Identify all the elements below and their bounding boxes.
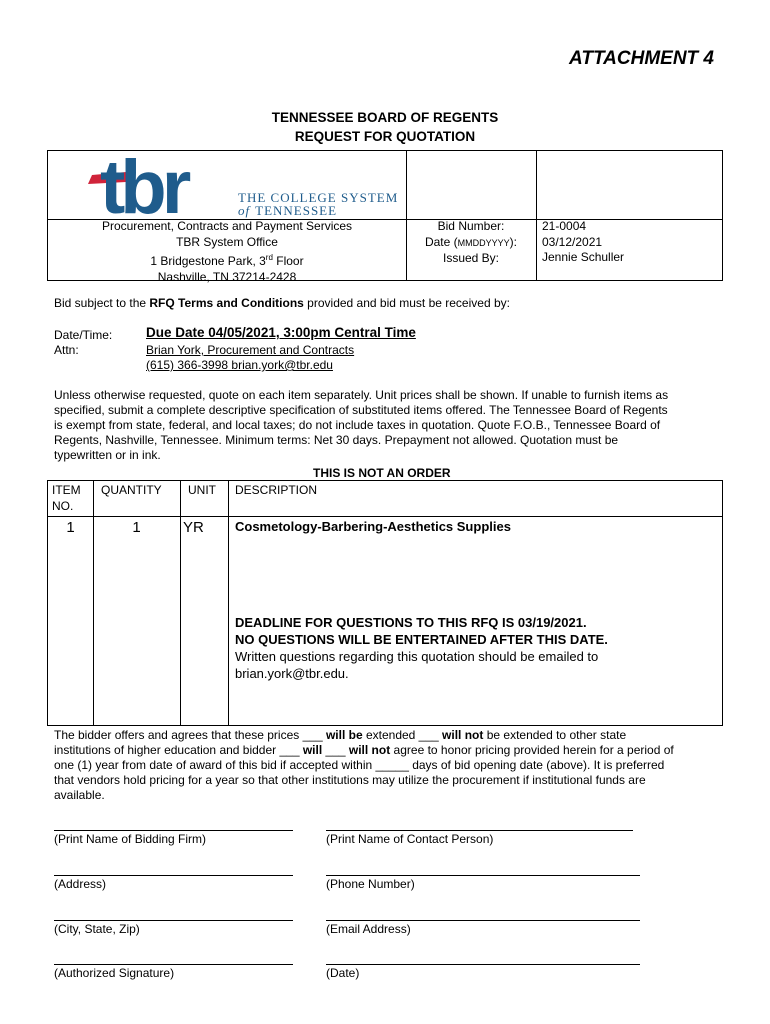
date-label: Date (MMDDYYYY): [424,234,518,249]
due-date-value: Due Date 04/05/2021, 3:00pm Central Time [146,325,416,340]
row-item-no: 1 [66,519,75,536]
row-description: Cosmetology-Barbering-Aesthetics Supplies [235,519,511,534]
row-quantity: 1 [132,519,141,536]
bid-number-value: 21-0004 [542,219,587,233]
instructions-line: typewritten or in ink. [54,448,161,462]
logo-wordmark: tbr [100,145,187,230]
bid-labels [406,219,536,267]
bid-number-label: Bid Number: [437,219,505,233]
instructions-line: Regents, Nashville, Tennessee. Minimum terms: Net 30 days. Prepayment not allowed. Quotation must be [54,433,619,447]
bid-subject-text: Bid subject to the RFQ Terms and Conditions provided and bid must be received by: [54,296,510,310]
attn-contact: Brian York, Procurement and Contracts [146,343,355,357]
contact-person-line[interactable] [326,830,633,831]
not-an-order: THIS IS NOT AN ORDER [313,466,451,480]
address-line[interactable] [54,875,293,876]
instructions-line: is exempt from state, federal, and local taxes; do not include taxes in quotation. Quote F.O.B., Tennessee Board of [54,418,661,432]
header-unit: UNIT [188,483,216,497]
header-item-no: ITEM NO. [52,483,81,513]
address-label: (Address) [54,877,107,891]
logo-tagline-1: THE COLLEGE SYSTEM [238,190,399,205]
header-table [47,145,723,284]
logo-tagline-2: TENNESSEE [255,203,338,218]
instructions [54,388,724,463]
deadline-line-1: DEADLINE FOR QUESTIONS TO THIS RFQ IS 03/19/2021. [235,615,587,630]
email-line[interactable] [326,920,640,921]
firm-name-label: (Print Name of Bidding Firm) [54,832,207,846]
attn-label: Attn: [54,343,79,357]
office-line-2: TBR System Office [176,234,278,249]
header-quantity: QUANTITY [101,483,162,497]
svg-text:ofTENNESSEE [238,203,337,218]
row-unit: YR [183,519,204,536]
office-line-4: Nashville, TN 37214-2428 [157,269,297,284]
city-state-zip-line[interactable] [54,920,293,921]
firm-name-line[interactable] [54,830,293,831]
signature-label: (Authorized Signature) [54,966,175,980]
date-line[interactable] [326,964,640,965]
attachment-title: ATTACHMENT 4 [569,48,714,69]
instructions-line: Unless otherwise requested, quote on each item separately. Unit prices shall be shown. If unable to furnish items as [54,388,669,402]
instructions-line: specified, submit a complete descriptive specification of substituted items offered. The Tennessee Board of Regents [54,403,668,417]
contact-person-label: (Print Name of Contact Person) [326,832,494,846]
office-address [48,219,406,285]
logo-tagline-of: of [238,203,251,218]
datetime-label: Date/Time: [54,328,113,342]
written-questions-line-1: Written questions regarding this quotation should be emailed to [235,649,599,664]
document-title: REQUEST FOR QUOTATION [294,129,476,144]
issued-by-label: Issued By: [442,251,500,265]
date-value: 03/12/2021 [542,234,603,249]
signature-line[interactable] [54,964,293,965]
issued-by-value: Jennie Schuller [542,250,625,264]
header-description: DESCRIPTION [235,483,318,497]
office-line-3: 1 Bridgestone Park, 3rd Floor [150,253,304,268]
email-label: (Email Address) [326,922,411,936]
org-title: TENNESSEE BOARD OF REGENTS [271,110,499,125]
items-table [47,480,723,726]
offer-paragraph: The bidder offers and agrees that these prices ___ will be extended ___ will not be extended to other state institutions of higher education and bidder ___ will ___ will not agree to honor pricing provided herein for a period of one (1) year from date of award of this bid if accepted within _____ days of bid opening date (above). It is preferred that vendors hold pricing for a year so that other institutions may utilize the procurement if institutional funds are available. [54,728,674,802]
phone-line[interactable] [326,875,640,876]
phone-label: (Phone Number) [326,877,415,891]
office-line-1: Procurement, Contracts and Payment Services [101,219,353,233]
bid-values [542,219,722,266]
deadline-line-2: NO QUESTIONS WILL BE ENTERTAINED AFTER THIS DATE. [235,632,608,647]
city-state-zip-label: (City, State, Zip) [54,922,140,936]
date-sign-label: (Date) [326,966,360,980]
deadline-notice [235,614,608,682]
attn-phone-email[interactable]: (615) 366-3998 brian.york@tbr.edu [146,358,333,372]
written-questions-line-2: brian.york@tbr.edu. [235,666,349,681]
